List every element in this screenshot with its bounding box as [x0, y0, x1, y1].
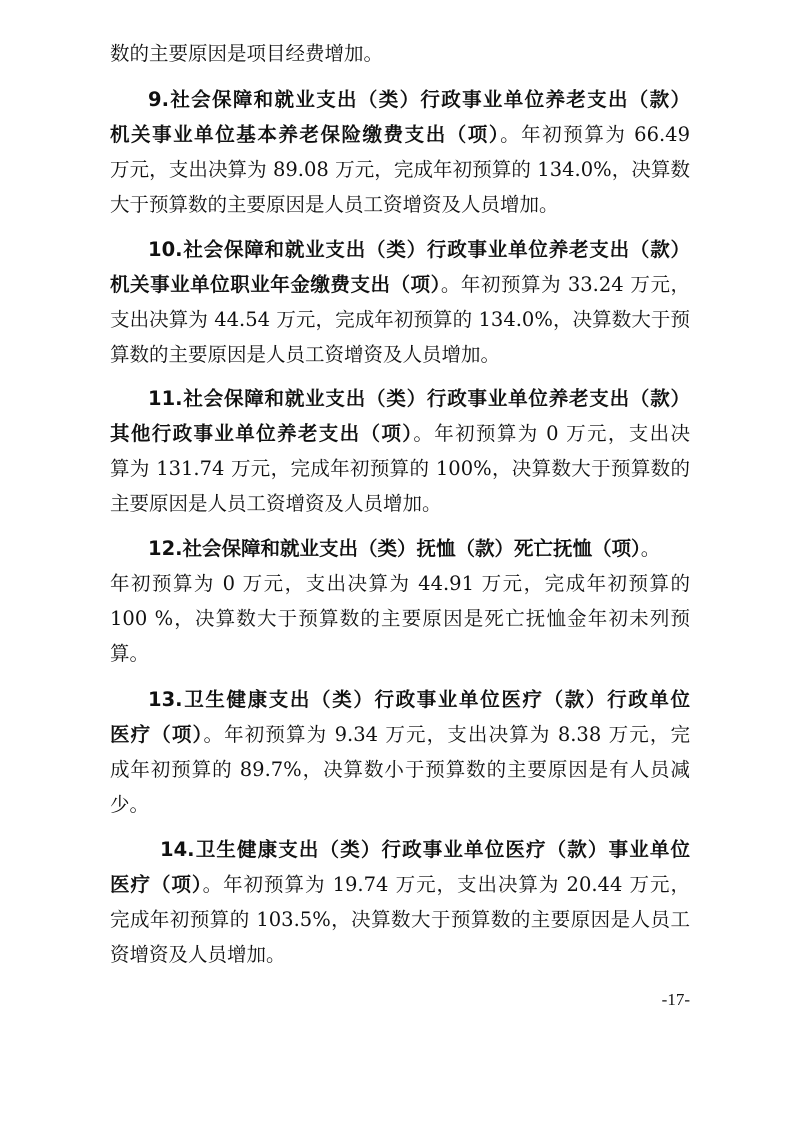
text-line: [110, 791, 690, 819]
bold-heading-text: 14.卫生健康支出（类）行政事业单位医疗（款）事业单位: [160, 838, 690, 861]
bold-heading-text: 12.社会保障和就业支出（类）抚恤（款）死亡抚恤（项）: [148, 537, 641, 560]
bold-heading-text: 机关事业单位职业年金缴费支出（项）: [110, 273, 441, 296]
text-line: [110, 121, 690, 149]
body-text: 。: [640, 537, 661, 560]
item-13-heading: [148, 686, 690, 714]
text-line: [110, 941, 690, 969]
bold-heading-text: 医疗（项）: [110, 723, 204, 746]
item-10-heading: [148, 236, 690, 264]
item-14-heading: [160, 836, 690, 864]
body-text: 万元，支出决算为 89.08 万元，完成年初预算的 134.0%，决算数: [110, 158, 690, 181]
body-text: 成年初预算的 89.7%，决算数小于预算数的主要原因是有人员减: [110, 758, 690, 781]
text-line: [110, 906, 690, 934]
bold-heading-text: 11.社会保障和就业支出（类）行政事业单位养老支出（款）: [148, 387, 690, 410]
text-line: [110, 570, 690, 598]
body-text: 算数的主要原因是人员工资增资及人员增加。: [110, 343, 501, 366]
body-text: 100 %，决算数大于预算数的主要原因是死亡抚恤金年初未列预: [110, 607, 690, 630]
body-text: 。年初预算为 33.24 万元，: [440, 273, 690, 296]
text-line: [110, 640, 690, 668]
item-12-heading: [148, 535, 690, 563]
text-line: [110, 271, 690, 299]
bold-heading-text: 其他行政事业单位养老支出（项）: [110, 422, 414, 445]
text-line: [110, 40, 690, 68]
bold-heading-text: 9.社会保障和就业支出（类）行政事业单位养老支出（款）: [148, 88, 690, 111]
item-9-heading: [148, 86, 690, 114]
body-text: 算为 131.74 万元，完成年初预算的 100%，决算数大于预算数的: [110, 457, 690, 480]
body-text: 。年初预算为 66.49: [500, 123, 690, 146]
text-line: [110, 455, 690, 483]
body-text: 大于预算数的主要原因是人员工资增资及人员增加。: [110, 193, 559, 216]
text-line: [110, 490, 690, 518]
body-text: 完成年初预算的 103.5%，决算数大于预算数的主要原因是人员工: [110, 908, 690, 931]
text-line: [110, 756, 690, 784]
text-line: [110, 871, 690, 899]
body-text: 数的主要原因是项目经费增加。: [110, 42, 384, 65]
text-line: [110, 721, 690, 749]
text-line: [110, 306, 690, 334]
body-text: 算。: [110, 642, 150, 665]
text-line: [110, 191, 690, 219]
bold-heading-text: 13.卫生健康支出（类）行政事业单位医疗（款）行政单位: [148, 688, 690, 711]
page-number: -17-: [661, 990, 690, 1009]
body-text: 年初预算为 0 万元，支出决算为 44.91 万元，完成年初预算的: [110, 572, 690, 595]
body-text: 支出决算为 44.54 万元，完成年初预算的 134.0%，决算数大于预: [110, 308, 690, 331]
item-11-heading: [148, 385, 690, 413]
body-text: 资增资及人员增加。: [110, 943, 286, 966]
text-line: [110, 341, 690, 369]
text-line: [110, 420, 690, 448]
body-text: 。年初预算为 9.34 万元，支出决算为 8.38 万元，完: [203, 723, 690, 746]
body-text: 。年初预算为 19.74 万元，支出决算为 20.44 万元，: [202, 873, 690, 896]
body-text: 。年初预算为 0 万元，支出决: [413, 422, 690, 445]
bold-heading-text: 机关事业单位基本养老保险缴费支出（项）: [110, 123, 501, 146]
text-line: [110, 605, 690, 633]
text-line: [110, 156, 690, 184]
body-text: 主要原因是人员工资增资及人员增加。: [110, 492, 442, 515]
bold-heading-text: 医疗（项）: [110, 873, 203, 896]
bold-heading-text: 10.社会保障和就业支出（类）行政事业单位养老支出（款）: [148, 238, 690, 261]
body-text: 少。: [110, 793, 150, 816]
